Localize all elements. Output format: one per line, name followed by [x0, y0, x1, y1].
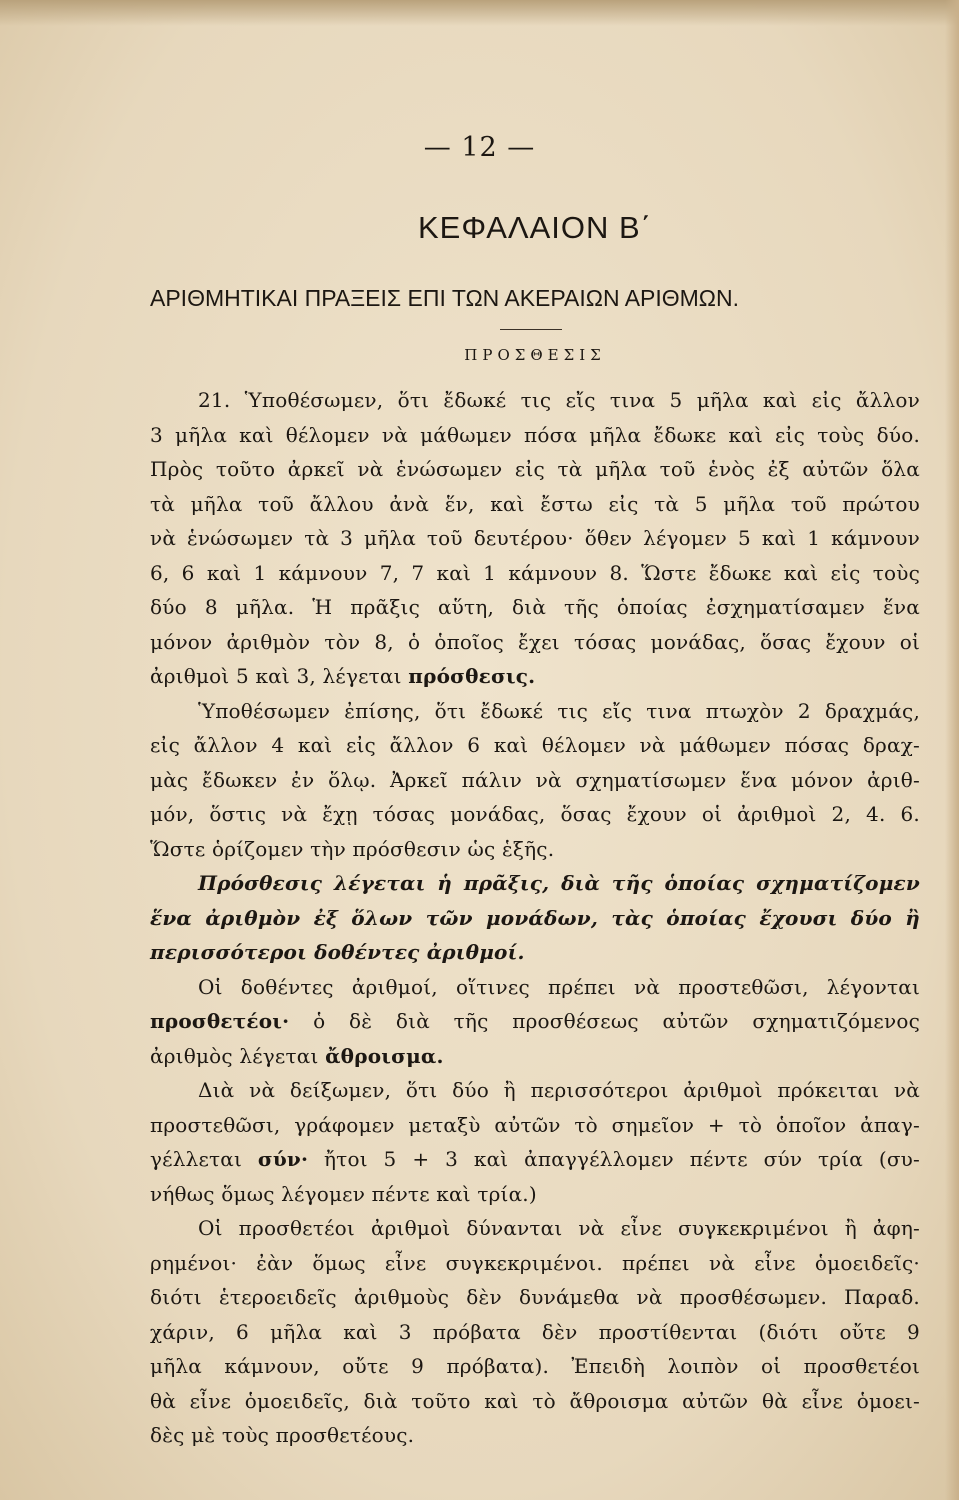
body-text — [150, 383, 920, 1453]
text-line: προστεθῶσι, γράφομεν μεταξὺ αὐτῶν τὸ σημεῖον + τὸ ὁποῖον ἀπαγ- — [150, 1112, 920, 1137]
text-line: δὲς μὲ τοὺς προσθετέους. — [150, 1423, 415, 1447]
text-line: ρημένοι· ἐὰν ὅμως εἶνε συγκεκριμένοι. πρέπει νὰ εἶνε ὁμοειδεῖς· — [150, 1250, 920, 1275]
text-line: Διὰ νὰ δείξωμεν, ὅτι δύο ἢ περισσότεροι ἀριθμοὶ πρόκειται νὰ — [198, 1078, 920, 1102]
text-fragment: ἀριθμὸς λέγεται — [150, 1043, 319, 1068]
text-line — [150, 1039, 920, 1074]
text-line: διότι ἑτεροειδεῖς ἀριθμοὺς δὲν δυνάμεθα νὰ προσθέσωμεν. Παραδ. — [150, 1285, 920, 1309]
text-line: εἰς ἄλλον 4 καὶ εἰς ἄλλον 6 καὶ θέλομεν νὰ μάθωμεν πόσας δραχ- — [150, 733, 920, 757]
text-line: χάριν, 6 μῆλα καὶ 3 πρόβατα δὲν προστίθενται (διότι οὔτε 9 — [150, 1319, 920, 1344]
text-line: τὰ μῆλα τοῦ ἄλλου ἀνὰ ἕν, καὶ ἔστω εἰς τὰ 5 μῆλα τοῦ πρώτου — [150, 491, 920, 516]
text-line: μόν, ὅστις νὰ ἔχῃ τόσας μονάδας, ὅσας ἔχουν οἱ ἀριθμοὶ 2, 4. 6. — [150, 802, 920, 826]
text-line: Οἱ προσθετέοι ἀριθμοὶ δύνανται νὰ εἶνε συγκεκριμένοι ἢ ἀφη- — [198, 1216, 920, 1240]
page-number: — 12 — — [423, 132, 536, 163]
text-fragment: γέλλεται — [150, 1147, 243, 1171]
text-line: Πρὸς τοῦτο ἀρκεῖ νὰ ἑνώσωμεν εἰς τὰ μῆλα τοῦ ἑνὸς ἐξ αὐτῶν ὅλα — [150, 457, 920, 481]
definition-line: Πρόσθεσις λέγεται ἡ πρᾶξις, διὰ τῆς ὁποίας σχηματίζομεν — [198, 871, 920, 895]
term-addition: πρόσθεσις. — [408, 664, 536, 688]
text-line: 6, 6 καὶ 1 κάμνουν 7, 7 καὶ 1 κάμνουν 8. Ὥστε ἔδωκε καὶ εἰς τοὺς — [150, 560, 920, 585]
text-line: 21. Ὑποθέσωμεν, ὅτι ἔδωκέ τις εἴς τινα 5 μῆλα καὶ εἰς ἄλλον — [198, 388, 920, 412]
page-edge-shadow — [0, 0, 959, 26]
text-line: Ὥστε ὁρίζομεν τὴν πρόσθεσιν ὡς ἑξῆς. — [150, 836, 555, 861]
text-fragment: ἤτοι 5 + 3 καὶ ἀπαγγέλλομεν πέντε σύν τρία (συ- — [324, 1147, 921, 1171]
text-line: 3 μῆλα καὶ θέλομεν νὰ μάθωμεν πόσα μῆλα ἔδωκε καὶ εἰς τοὺς δύο. — [150, 422, 920, 447]
chapter-subtitle: ΑΡΙΘΜΗΤΙΚΑΙ ΠΡΑΞΕΙΣ ΕΠΙ ΤΩΝ ΑΚΕΡΑΙΩΝ ΑΡΙΘΜΩΝ. — [150, 285, 740, 311]
text-line: νήθως ὅμως λέγομεν πέντε καὶ τρία.) — [150, 1181, 537, 1206]
text-line — [150, 1142, 920, 1177]
text-fragment: ὁ δὲ διὰ τῆς προσθέσεως αὐτῶν σχηματιζόμενος — [313, 1009, 920, 1033]
definition-line: περισσότεροι δοθέντες ἀριθμοί. — [150, 940, 525, 964]
text-line — [150, 659, 920, 694]
text-line: νὰ ἑνώσωμεν τὰ 3 μῆλα τοῦ δευτέρου· ὅθεν λέγομεν 5 καὶ 1 κάμνουν — [150, 526, 920, 550]
term-addends: προσθετέοι· — [150, 1009, 290, 1033]
text-line: μὰς ἔδωκεν ἐν ὅλῳ. Ἀρκεῖ πάλιν νὰ σχηματίσωμεν ἕνα μόνον ἀριθ- — [150, 767, 920, 792]
definition-line: ἕνα ἀριθμὸν ἐξ ὅλων τῶν μονάδων, τὰς ὁποίας ἔχουσι δύο ἢ — [150, 905, 920, 930]
divider-rule — [500, 329, 562, 330]
text-line: θὰ εἶνε ὁμοειδεῖς, διὰ τοῦτο καὶ τὸ ἄθροισμα αὐτῶν θὰ εἶνε ὁμοει- — [150, 1388, 920, 1413]
section-heading: ΠΡΟΣΘΕΣΙΣ — [464, 346, 606, 364]
text-line: Οἱ δοθέντες ἀριθμοί, οἵτινες πρέπει νὰ προστεθῶσι, λέγονται — [198, 974, 920, 999]
text-line — [150, 1004, 920, 1039]
term-plus: σύν· — [257, 1147, 309, 1171]
term-sum: ἄθροισμα. — [325, 1043, 444, 1068]
text-line: Ὑποθέσωμεν ἐπίσης, ὅτι ἔδωκέ τις εἴς τινα πτωχὸν 2 δραχμάς, — [198, 698, 920, 723]
chapter-title: ΚΕΦΑΛΑΙΟΝ Β΄ — [418, 210, 652, 245]
text-fragment: ἀριθμοὶ 5 καὶ 3, λέγεται — [150, 664, 402, 688]
text-line: μόνον ἀριθμὸν τὸν 8, ὁ ὁποῖος ἔχει τόσας μονάδας, ὅσας ἔχουν οἱ — [150, 629, 920, 654]
text-line: μῆλα κάμνουν, οὔτε 9 πρόβατα). Ἐπειδὴ λοιπὸν οἱ προσθετέοι — [150, 1354, 920, 1378]
text-line: δύο 8 μῆλα. Ἡ πρᾶξις αὕτη, διὰ τῆς ὁποίας ἐσχηματίσαμεν ἕνα — [150, 595, 920, 619]
